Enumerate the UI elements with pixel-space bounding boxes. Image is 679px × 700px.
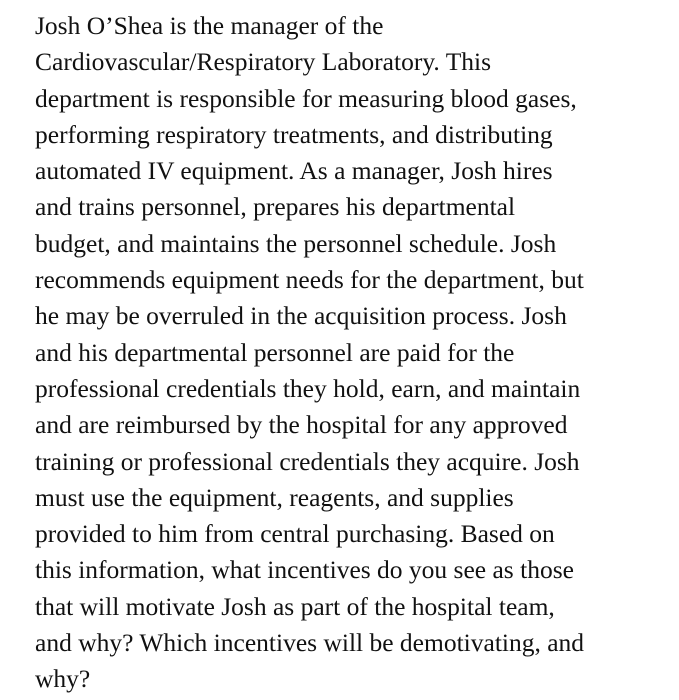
text-line: that will motivate Josh as part of the hospital team, [35,591,555,621]
text-line: department is responsible for measuring blood gases, [35,83,577,113]
text-line: automated IV equipment. As a manager, Josh hires [35,156,553,186]
text-line: budget, and maintains the personnel schedule. Josh [35,228,557,258]
text-line: training or professional credentials they acquire. Josh [35,446,580,476]
text-line: performing respiratory treatments, and distributing [35,119,553,149]
text-line: must use the equipment, reagents, and supplies [35,482,514,512]
text-line: Cardiovascular/Respiratory Laboratory. This [35,47,492,77]
text-line: this information, what incentives do you see as those [35,555,574,585]
text-line: and his departmental personnel are paid for the [35,337,515,367]
text-line: and why? Which incentives will be demotivating, and [35,628,585,658]
text-line: provided to him from central purchasing. Based on [35,519,555,549]
text-line: why? [35,664,91,694]
text-line: Josh O’Shea is the manager of the [35,11,384,40]
text-line: professional credentials they hold, earn, and maintain [35,373,581,403]
text-line: he may be overruled in the acquisition process. Josh [35,301,567,331]
text-line: recommends equipment needs for the department, but [35,265,584,295]
document-passage [35,8,675,698]
text-line: and are reimbursed by the hospital for any approved [35,410,568,440]
text-line: and trains personnel, prepares his departmental [35,192,516,222]
